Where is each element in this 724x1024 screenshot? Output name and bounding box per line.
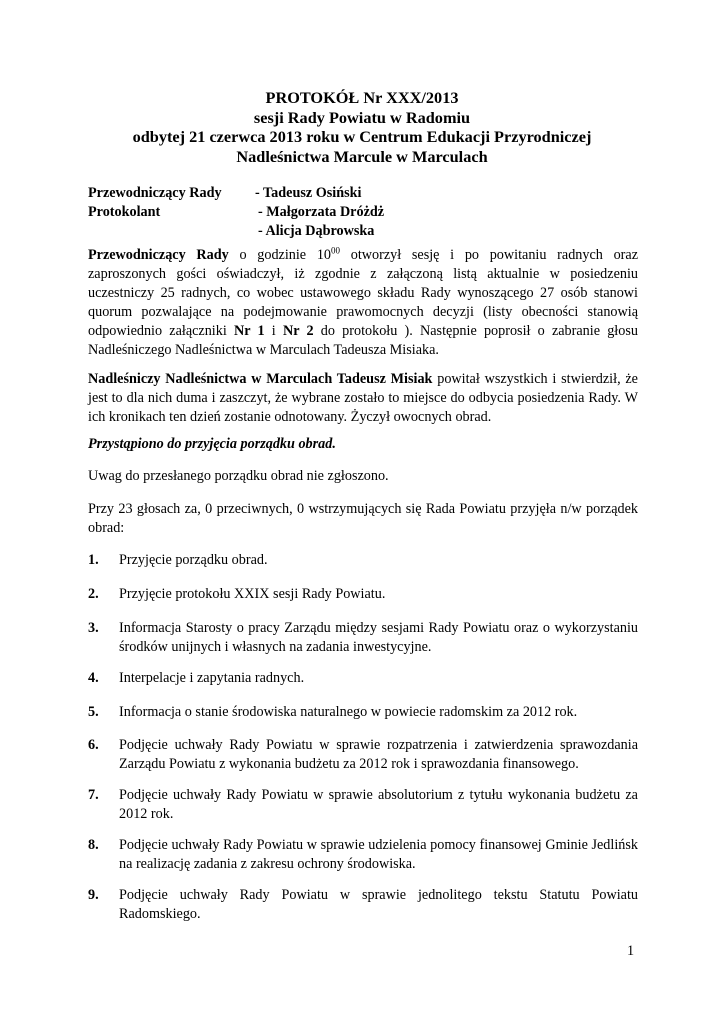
- secretary-name-1: - Małgorzata Dróżdż: [258, 204, 385, 220]
- agenda-item-text: Przyjęcie porządku obrad.: [119, 552, 268, 568]
- agenda-item-text: Podjęcie uchwały Rady Powiatu w sprawie rozpatrzenia i zatwierdzenia sprawozdania Zarządu Powiatu z wykonania budżetu za 2012 rok i sprawozdania finansowego.: [119, 737, 638, 772]
- paragraph-vote: [88, 500, 638, 538]
- agenda-item-number: 9.: [88, 887, 99, 903]
- page-number: 1: [627, 943, 635, 959]
- chair-role: Przewodniczący Rady: [88, 185, 222, 201]
- agenda-item: [88, 703, 638, 722]
- agenda-item-text: Informacja o stanie środowiska naturalnego w powiecie radomskim za 2012 rok.: [119, 704, 578, 720]
- p2-bold: Nadleśniczy Nadleśnictwa w Marculach Tadeusz Misiak: [88, 371, 433, 387]
- secretary-name-2: - Alicja Dąbrowska: [258, 223, 375, 239]
- agenda-item: [88, 585, 638, 604]
- paragraph-misiak: [88, 370, 638, 427]
- p2-rest: powitał wszystkich i stwierdził, że jest to dla nich duma i zaszczyt, że wybrane zostało to miejsce do odbycia posiedzenia Rady. W ich kronikach ten dzień zostanie odnotowany. Życzył owocnych obrad.: [88, 371, 638, 425]
- p1-nr2: Nr 2: [282, 323, 314, 339]
- agenda-item-text: Interpelacje i zapytania radnych.: [119, 670, 305, 686]
- title-line-3: odbytej 21 czerwca 2013 roku w Centrum Edukacji Przyrodniczej: [132, 127, 592, 146]
- title-line-4: Nadleśnictwa Marcule w Marculach: [236, 146, 488, 166]
- document-title: [60, 88, 664, 166]
- paragraph-agenda-intro: [88, 435, 638, 454]
- agenda-item-text: Podjęcie uchwały Rady Powiatu w sprawie absolutorium z tytułu wykonania budżetu za 2012 rok.: [119, 787, 638, 822]
- p3-text: Przystąpiono do przyjęcia porządku obrad.: [88, 436, 336, 452]
- p1-text-3: i: [264, 323, 283, 339]
- agenda-item-number: 2.: [88, 586, 99, 602]
- p1-text-1: o godzinie 10: [228, 247, 332, 263]
- agenda-item-text: Podjęcie uchwały Rady Powiatu w sprawie jednolitego tekstu Statutu Powiatu Radomskiego.: [119, 887, 638, 922]
- p1-text-2: otworzył sesję i po powitaniu radnych oraz zaproszonych gości oświadczył, iż zgodnie z załączoną listą aktualnie w posiedzeniu uczestniczy 25 radnych, co wobec ustawowego składu Rady wynoszącego 27 osób stanowi quorum pozwalające na podejmowanie prawomocnych decyzji (listy obecności stanowią odpowiednio załączniki: [88, 247, 638, 339]
- p1-nr1: Nr 1: [234, 323, 265, 339]
- paragraph-no-remarks: [88, 467, 638, 486]
- agenda-item-number: 3.: [88, 620, 99, 636]
- p4-text: Uwag do przesłanego porządku obrad nie zgłoszono.: [88, 468, 389, 484]
- title-line-1: PROTOKÓŁ Nr XXX/2013: [265, 88, 459, 107]
- agenda-item: [88, 551, 638, 570]
- p1-sup: 00: [331, 245, 341, 256]
- secretary-role: Protokolant: [88, 204, 161, 220]
- agenda-item: [88, 786, 638, 824]
- p1-text-4: do protokołu ). Następnie poprosił o zabranie głosu Nadleśniczego Nadleśnictwa w Marculach Tadeusza Misiaka.: [88, 323, 638, 358]
- agenda-item-number: 4.: [88, 670, 99, 686]
- agenda-item-number: 8.: [88, 837, 99, 853]
- agenda-item: [88, 669, 638, 688]
- agenda-item-text: Informacja Starosty o pracy Zarządu między sesjami Rady Powiatu oraz o wykorzystaniu środków unijnych i własnych na zadania inwestycyjne.: [119, 620, 638, 655]
- agenda-item-text: Przyjęcie protokołu XXIX sesji Rady Powiatu.: [119, 586, 386, 602]
- agenda-item: [88, 736, 638, 774]
- agenda-item-number: 6.: [88, 737, 99, 753]
- agenda-item-number: 7.: [88, 787, 99, 803]
- p5-text: Przy 23 głosach za, 0 przeciwnych, 0 wstrzymujących się Rada Powiatu przyjęła n/w porządek obrad:: [88, 501, 638, 536]
- paragraph-opening: [88, 246, 638, 360]
- title-line-2: sesji Rady Powiatu w Radomiu: [253, 107, 471, 127]
- agenda-item: [88, 886, 638, 924]
- agenda-item: [88, 619, 638, 657]
- chair-name: - Tadeusz Osiński: [255, 185, 362, 201]
- agenda-item: [88, 836, 638, 874]
- agenda-item-text: Podjęcie uchwały Rady Powiatu w sprawie udzielenia pomocy finansowej Gminie Jedlińsk na realizację zadania z zakresu ochrony środowiska.: [119, 837, 638, 872]
- agenda-item-number: 1.: [88, 552, 99, 568]
- p1-bold: Przewodniczący Rady: [88, 247, 229, 263]
- agenda-item-number: 5.: [88, 704, 99, 720]
